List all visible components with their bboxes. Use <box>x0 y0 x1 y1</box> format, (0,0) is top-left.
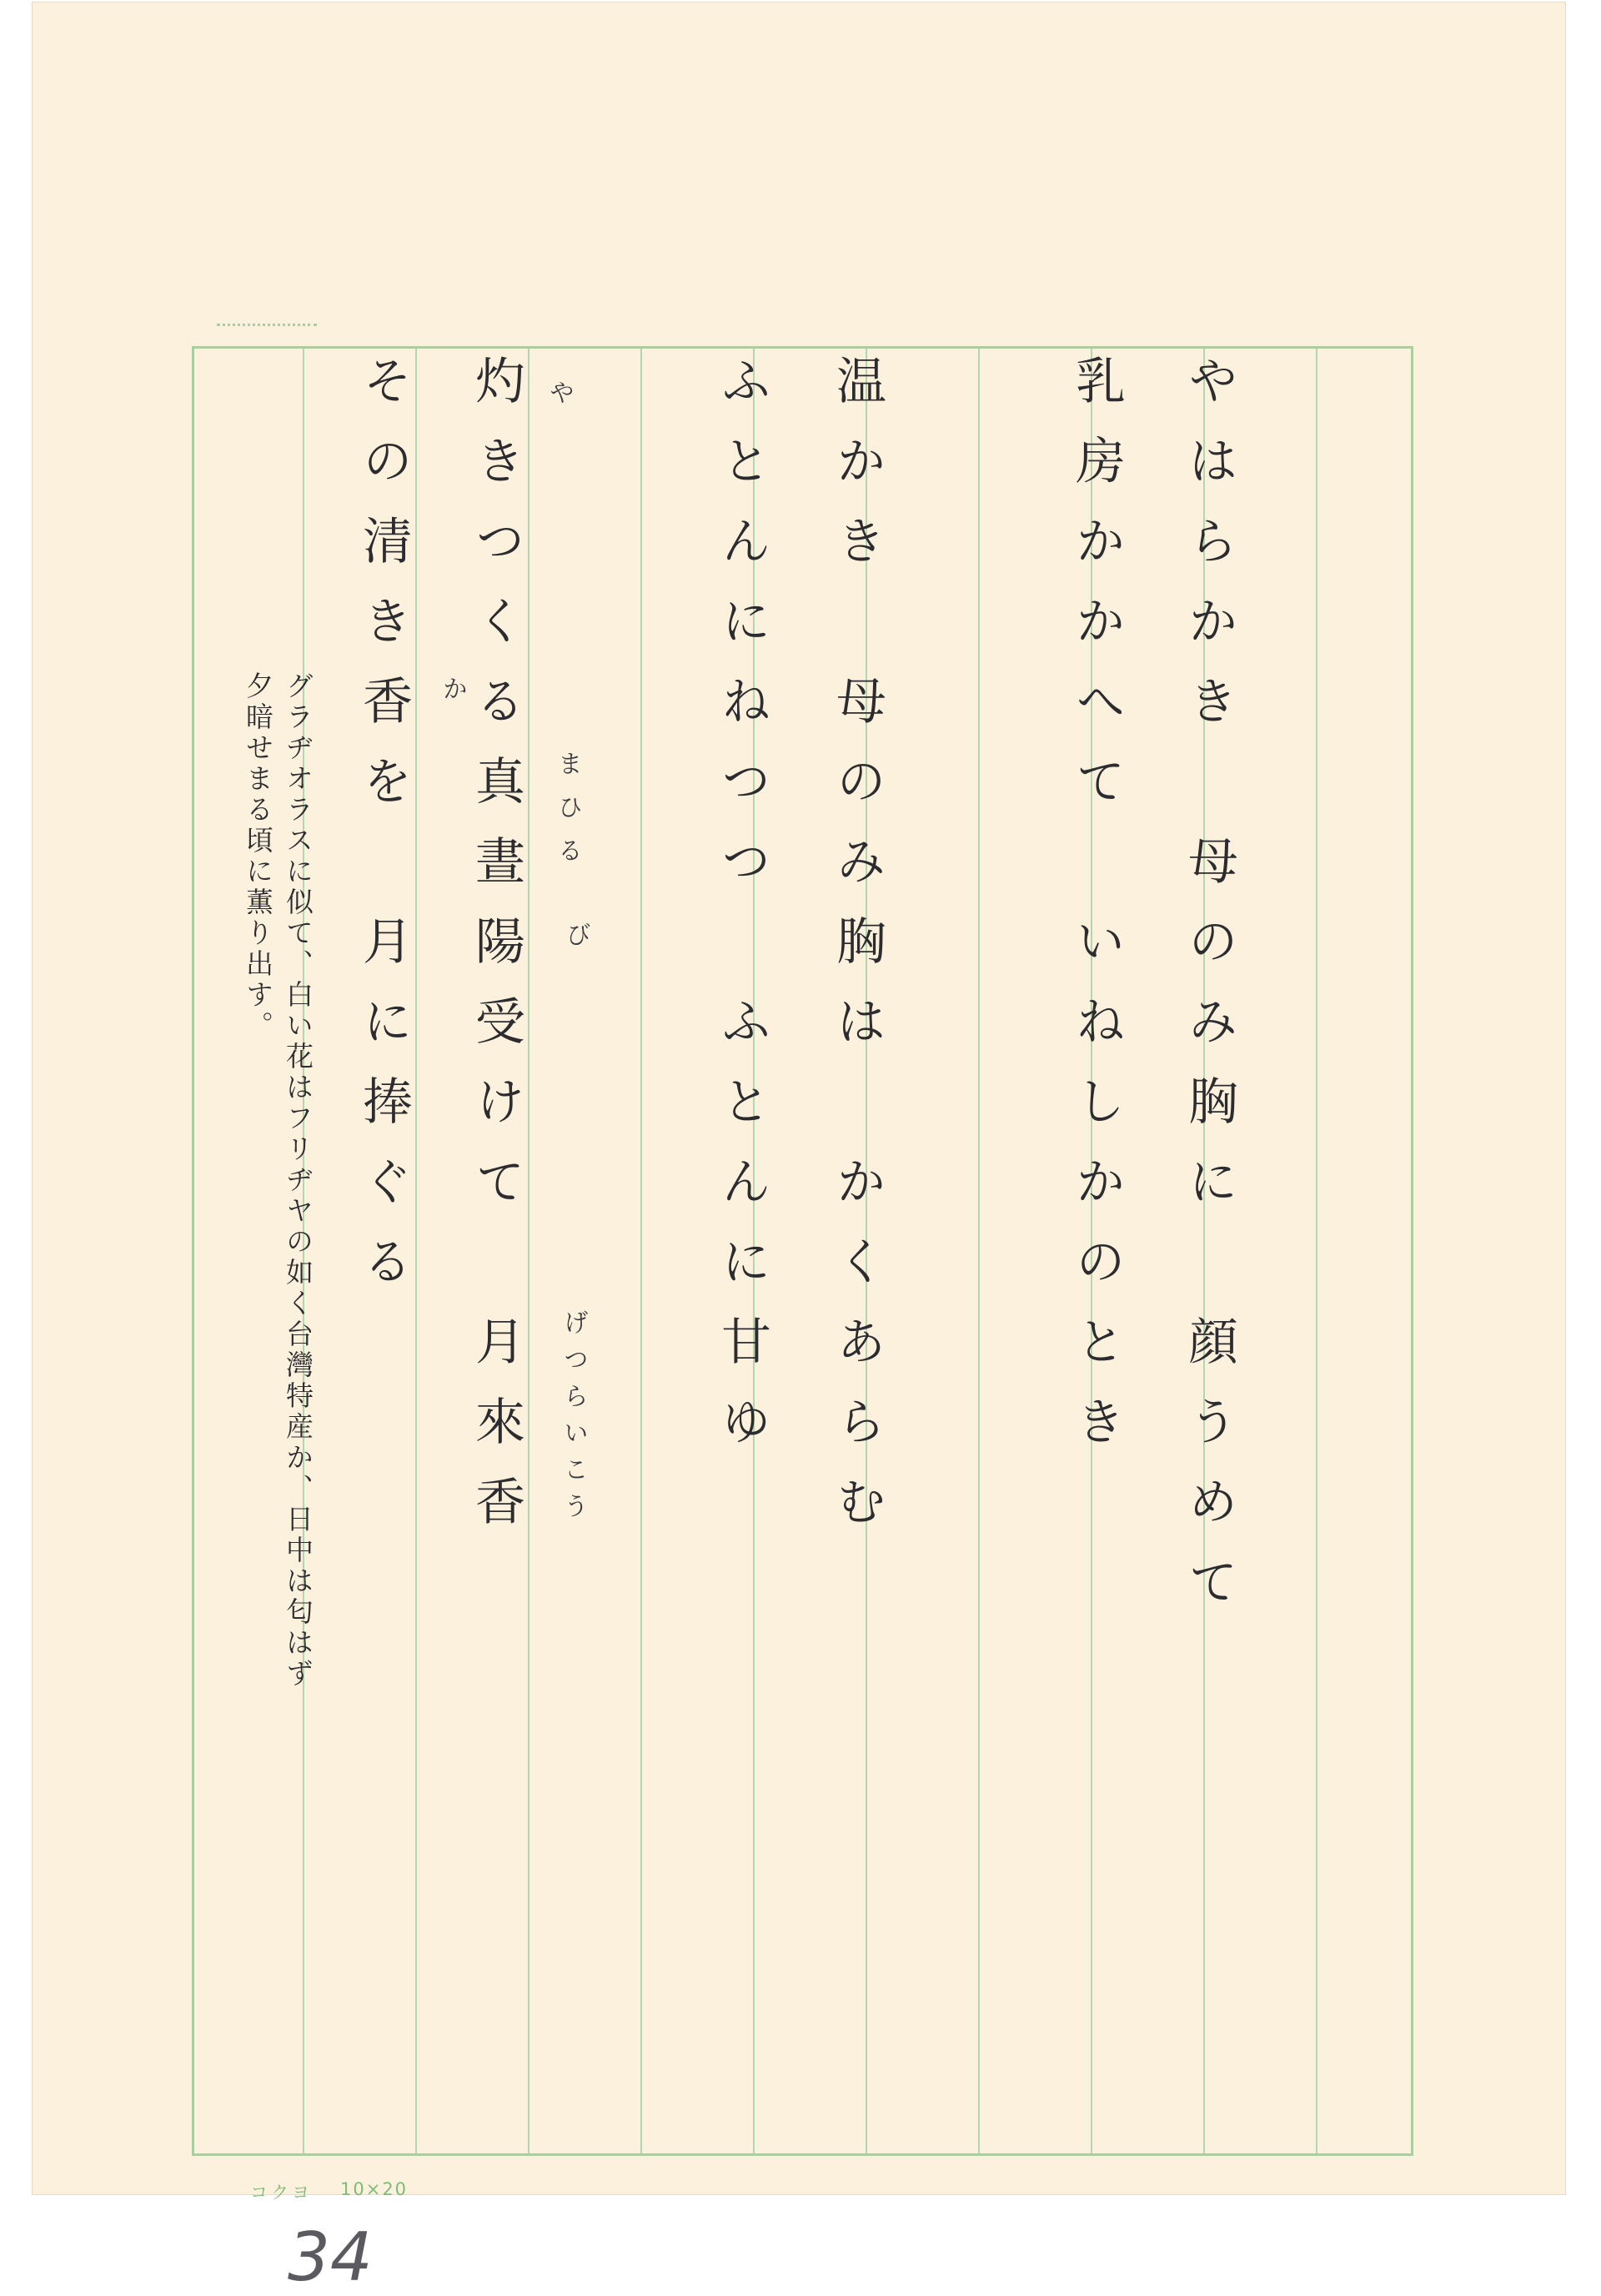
ruby-ka: か <box>438 676 467 707</box>
ruby-mahiru: まひる <box>553 751 582 881</box>
poem-column-3: 温かき 母のみ胸は かくあらむ <box>828 354 886 1555</box>
ruby-bi: び <box>561 922 590 953</box>
ruby-getsuraikou: げつらいこう <box>559 1309 588 1530</box>
poem-column-2: 乳房かかへて いねしかのとき <box>1067 354 1126 1475</box>
annotation-line-2: 夕暗せまる頃に薫り出す。 <box>242 671 274 1042</box>
page-number: 34 <box>288 2218 373 2296</box>
grid-line <box>978 349 980 2153</box>
poem-column-6: その清き香を 月に捧ぐる <box>354 354 413 1315</box>
grid-line <box>528 349 529 2153</box>
annotation-line-1: グラヂオラスに似て、白い花はフリヂヤの如く台灣特産か、日中は匂はず <box>282 671 314 1690</box>
annotation-note <box>238 671 318 2131</box>
grid-line <box>415 349 417 2153</box>
grid-line <box>1316 349 1317 2153</box>
top-dotted-rule <box>217 324 317 326</box>
ruby-yaku: や <box>545 379 574 411</box>
grid-line <box>640 349 642 2153</box>
poem-column-1: やはらかき 母のみ胸に 顔うめて <box>1180 354 1238 1635</box>
paper-grid-size: 10×20 <box>340 2179 409 2199</box>
poem-column-4: ふとんにねつつ ふとんに甘ゆ <box>713 354 771 1475</box>
paper-brand: コクヨ <box>250 2183 313 2203</box>
poem-column-5: 灼きつくる真晝陽受けて 月來香 <box>467 354 525 1555</box>
